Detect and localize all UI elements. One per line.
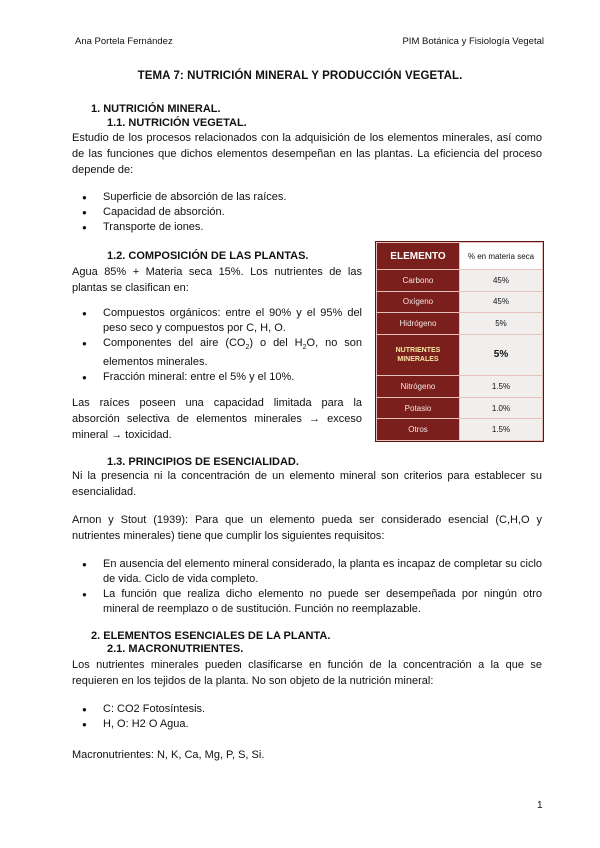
table-row: Otros 1.5%: [377, 419, 543, 441]
table-row: Oxígeno 45%: [377, 291, 543, 313]
list-item: ● Fracción mineral: entre el 5% y el 10%.: [77, 370, 362, 385]
list-item: ● La función que realiza dicho elemento no puede ser desempeñada por ningún otro mineral de reemplazo o de sustitución. Función no reemplazable.: [77, 587, 542, 617]
page-title: TEMA 7: NUTRICIÓN MINERAL Y PRODUCCIÓN VEGETAL.: [137, 70, 463, 82]
list-item: ● Superficie de absorción de las raíces.: [77, 190, 477, 205]
page-number: 1: [537, 800, 543, 811]
section-1-3-list: [77, 557, 542, 617]
table-row: Hidrógeno 5%: [377, 313, 543, 335]
table-header-element: ELEMENTO: [377, 243, 460, 270]
list-item: ● C: CO2 Fotosíntesis.: [77, 702, 477, 717]
header-author: Ana Portela Fernández: [75, 36, 173, 47]
table-row: Potasio 1.0%: [377, 397, 543, 419]
list-item: ● En ausencia del elemento mineral considerado, la planta es incapaz de completar su ciclo de vida. Ciclo de vida completo.: [77, 557, 542, 587]
section-2-1-heading: 2.1. MACRONUTRIENTES.: [107, 643, 244, 655]
list-item: ● H, O: H2 O Agua.: [77, 717, 477, 732]
section-1-3-text: Ni la presencia ni la concentración de un elemento mineral son criterios para establecer su esencialidad.: [72, 470, 542, 498]
section-1-1-text: Estudio de los procesos relacionados con la adquisición de los elementos minerales, así como de las funciones que dichos elementos desempeñan en las plantas. La eficiencia del proceso depende de:: [72, 132, 542, 176]
list-item: ● Componentes del aire $(CO_2)$ o del $H_2O$, no son elementos minerales.: [77, 336, 362, 370]
section-1-heading: 1. NUTRICIÓN MINERAL.: [91, 103, 221, 115]
section-2-heading: 2. ELEMENTOS ESENCIALES DE LA PLANTA.: [91, 630, 331, 642]
list-item: ● Capacidad de absorción.: [77, 205, 477, 220]
section-2-1-list: [77, 702, 477, 732]
section-1-1-list: [77, 190, 477, 235]
composition-table: [375, 241, 544, 442]
table-row: Carbono 45%: [377, 270, 543, 292]
list-item: ● Transporte de iones.: [77, 220, 477, 235]
section-1-2-closing: Las raíces poseen una capacidad limitada para la absorción selectiva de elementos minerales → exceso mineral → toxicidad.: [72, 397, 362, 441]
header-course: PIM Botánica y Fisiología Vegetal: [402, 36, 544, 47]
table-header-percent: % en materia seca: [460, 243, 543, 270]
section-1-3-heading: 1.3. PRINCIPIOS DE ESENCIALIDAD.: [107, 456, 299, 468]
section-1-1-heading: 1.1. NUTRICIÓN VEGETAL.: [107, 117, 247, 129]
section-1-3-text2: Arnon y Stout (1939): Para que un elemento pueda ser considerado esencial (C,H,O y nutrientes minerales) tiene que cumplir los siguientes requisitos:: [72, 514, 542, 542]
section-2-1-text: Los nutrientes minerales pueden clasificarse en función de la concentración a la que se requieren en los tejidos de la planta. No son objeto de la nutrición mineral:: [72, 659, 542, 687]
section-1-2-text: Agua 85% + Materia seca 15%. Los nutrientes de las plantas se clasifican en:: [72, 266, 362, 294]
section-1-2-list: [77, 306, 362, 385]
macronutrients-line: Macronutrientes: N, K, Ca, Mg, P, S, Si.: [72, 749, 265, 761]
section-1-2-heading: 1.2. COMPOSICIÓN DE LAS PLANTAS.: [107, 250, 309, 262]
list-item: ● Compuestos orgánicos: entre el 90% y el 95% del peso seco y compuestos por C, H, O.: [77, 306, 362, 336]
table-row: Nitrógeno 1.5%: [377, 376, 543, 398]
table-row: NUTRIENTES MINERALES 5%: [377, 334, 543, 375]
